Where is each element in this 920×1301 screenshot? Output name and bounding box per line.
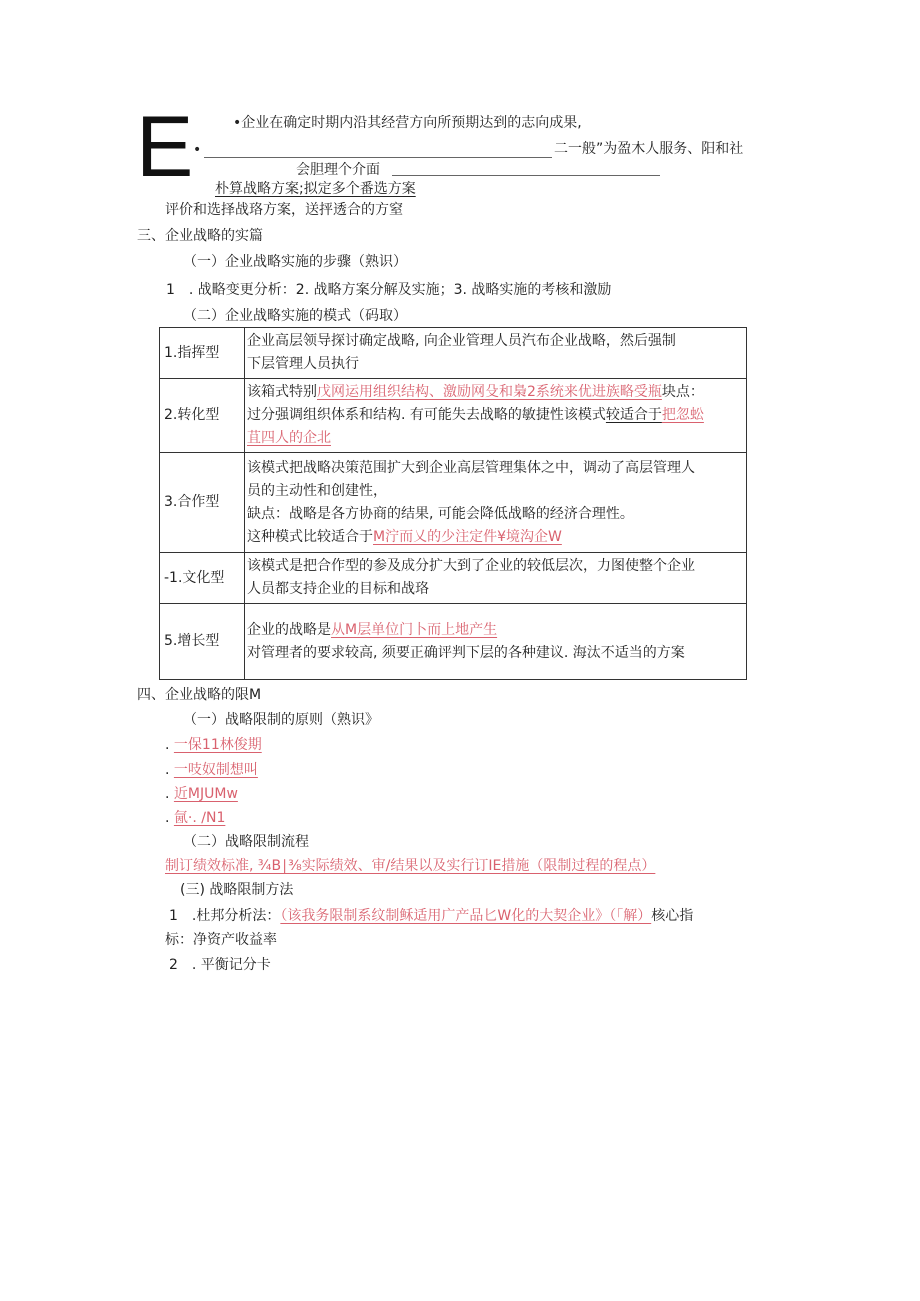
desc-line: 下层管理人员执行 — [247, 356, 359, 372]
section-3-title: 三、企业战略的实篇 — [137, 228, 263, 244]
mode-label: 5.增长型 — [160, 604, 245, 680]
strategy-modes-table — [159, 327, 747, 680]
list-item — [165, 785, 238, 803]
desc-line — [247, 381, 744, 404]
section-3-subheading-1: （一）企业战略实施的步骤（熟识） — [183, 254, 407, 270]
highlighted-text: 从M层单位门卜而上地产生 — [331, 621, 498, 638]
fill-in-blank-line — [204, 157, 552, 158]
table-row — [160, 328, 747, 379]
principle-text: 一吱奴制想叫 — [173, 762, 258, 778]
section-4-subheading-3: (三) 战略限制方法 — [180, 882, 294, 898]
list-dot: . — [165, 737, 170, 753]
mode-description — [245, 553, 747, 604]
mode-label: 1.指挥型 — [160, 328, 245, 379]
desc-line: 该模式是把合作型的参及成分扩大到了企业的较低层次，力图使整个企业 — [247, 558, 695, 574]
list-dot: . — [165, 762, 170, 778]
header-line-2-bullet: • — [193, 142, 202, 158]
desc-line: 员的主动性和创建性， — [247, 482, 387, 499]
mode-description — [245, 379, 747, 453]
desc-line: 缺点：战略是各方协商的结果, 可能会降低战略的经济合理性。 — [247, 505, 634, 522]
table-row — [160, 379, 747, 453]
mode-description — [245, 328, 747, 379]
header-line-5: 评价和选择战珞方案，送抨透合的方窒 — [165, 202, 403, 218]
underlined-text: 较适合于 — [605, 407, 662, 423]
header-line-3: 会胆理个介面 — [296, 162, 380, 178]
desc-line: 人员都支持企业的目标和战珞 — [247, 581, 429, 597]
desc-line — [247, 526, 744, 549]
highlighted-text: M泞而乂的少注定件¥境沟企W — [373, 528, 562, 545]
section-4-subheading-2: （二）战略限制流程 — [183, 834, 309, 850]
large-letter-e: E — [136, 99, 194, 195]
desc-line — [247, 427, 744, 450]
header-line-1: •企业在确定时期内沿其经营方向所预期达到的志向成果, — [233, 115, 582, 131]
mode-label: -1.文化型 — [160, 553, 245, 604]
implementation-steps: 1 . 战略变更分析：2. 战略方案分解及实施；3. 战略实施的考核和激励 — [166, 282, 612, 298]
desc-line: 该模式把战略决策范围扩大到企业高层管理集体之中，调动了高层管理人 — [247, 459, 695, 476]
section-4-title: 四、企业战略的限M — [137, 687, 262, 703]
desc-text: 过分强调组织体系和结构. 有可能失去战略的敏捷性该模式 — [247, 407, 606, 423]
table-row — [160, 453, 747, 553]
list-item — [165, 736, 262, 754]
desc-line — [247, 404, 744, 427]
control-process-text: 制订绩效标准, ¾B∣⅜实际绩效、审/结果以及实行订IE措施（限制过程的程点） — [165, 858, 656, 874]
highlighted-text: （该我务限制系纹制稣适用广产品匕W化的大契企业》（「解） — [280, 908, 652, 924]
desc-text: 这种模式比较适合于 — [247, 528, 373, 545]
principle-text: 近MJUMw — [173, 786, 238, 802]
method-label: 1 .杜邦分析法： — [169, 908, 281, 924]
header-line-2-text: 二一般”为盈木人服务、阳和社 — [554, 141, 744, 157]
desc-line: 企业高层领导探讨确定战略, 向企业管理人员汽布企业战略，然后强制 — [247, 333, 676, 349]
desc-line: 对管理者的要求较高, 须要正确评判下层的各种建议. 海汰不适当的方案 — [247, 644, 685, 661]
highlighted-text: 把忽蚣 — [661, 407, 704, 423]
mode-description — [245, 604, 747, 680]
desc-text: 该箱式特别 — [247, 384, 317, 400]
mode-label: 3.合作型 — [160, 453, 245, 553]
principle-text: 一保11林俊期 — [173, 737, 262, 753]
list-item — [165, 809, 225, 827]
section-4-subheading-1: （一）战略限制的原则（熟识》 — [183, 712, 379, 728]
principle-text: 氤·. ∕N1 — [173, 810, 226, 826]
header-line-4: 朴算战略方案;拟定多个番选方案 — [215, 181, 416, 197]
desc-line — [247, 619, 744, 642]
list-item — [165, 761, 258, 779]
method-1 — [169, 907, 693, 925]
desc-text: 企业的战略是 — [247, 621, 331, 638]
highlighted-text: 戊网运用组织结构、激励网殳和梟2系统来优进族略受瓶 — [317, 384, 662, 400]
table-row — [160, 553, 747, 604]
mode-description — [245, 453, 747, 553]
mode-label: 2.转化型 — [160, 379, 245, 453]
method-1-continuation: 标：净资产收益率 — [165, 932, 277, 948]
fill-in-blank-line-2 — [392, 175, 660, 176]
desc-text: 块点： — [661, 384, 704, 400]
section-3-subheading-2: （二）企业战略实施的模式（码取） — [183, 308, 407, 324]
method-2: 2 . 平衡记分卡 — [169, 957, 271, 973]
highlighted-text: 苴四人的企北 — [247, 430, 331, 446]
method-text: 核心指 — [651, 908, 694, 924]
list-dot: . — [165, 810, 170, 826]
table-row — [160, 604, 747, 680]
list-dot: . — [165, 786, 170, 802]
